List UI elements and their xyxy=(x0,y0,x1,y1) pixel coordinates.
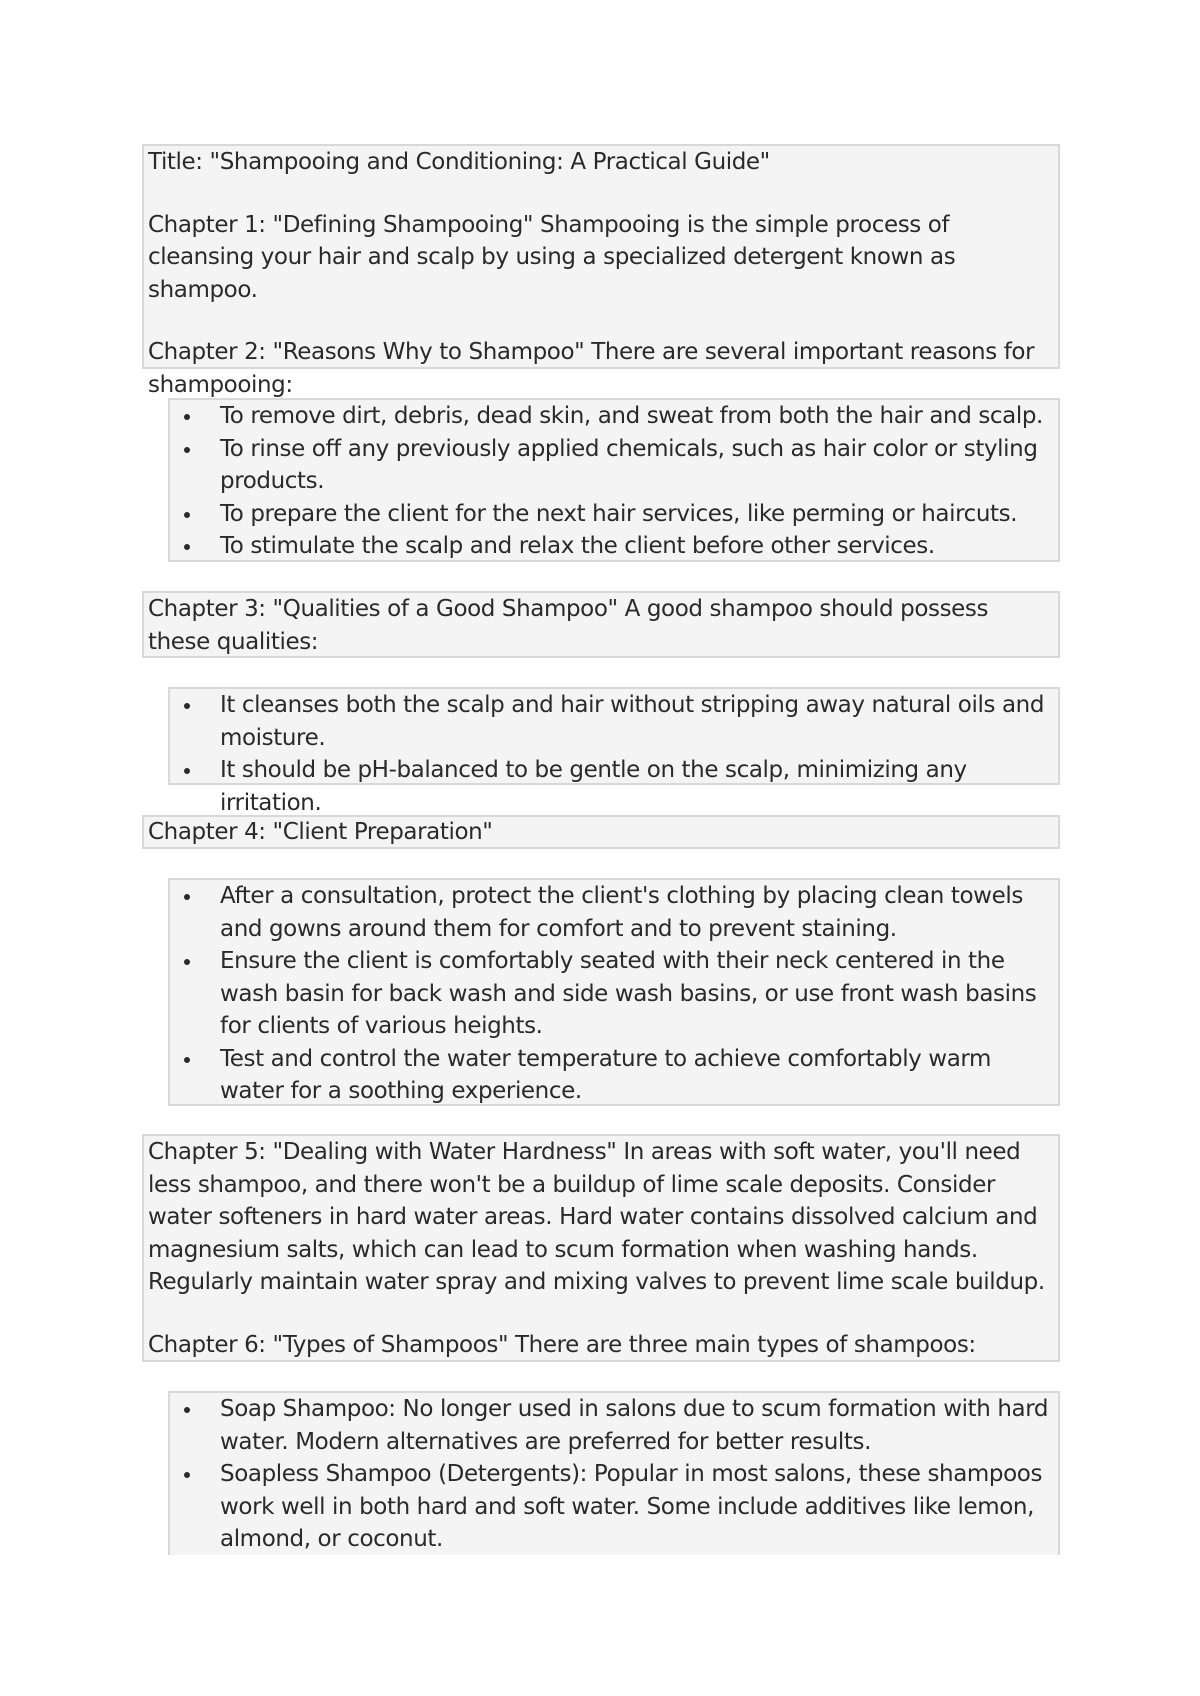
chapter-2-list xyxy=(168,398,1060,562)
chapter-4-list xyxy=(168,878,1060,1106)
chapter-4-text: Chapter 4: "Client Preparation" xyxy=(148,819,493,845)
chapter-3-text: Chapter 3: "Qualities of a Good Shampoo" A good shampoo should possess these qualities: xyxy=(148,596,989,655)
document-title: Title: "Shampooing and Conditioning: A Practical Guide" xyxy=(148,149,770,175)
list-item: It should be pH-balanced to be gentle on the scalp, minimizing any irritation. xyxy=(170,754,1050,819)
chapter-3-block xyxy=(142,591,1060,658)
chapter-5-text: Chapter 5: "Dealing with Water Hardness" In areas with soft water, you'll need less shampoo, and there won't be a buildup of lime scale deposits. Consider water softeners in hard water areas. Hard water contains dissolved calcium and magnesium salts, which can lead to scum formation when washing hands. Regularly maintain water spray and mixing valves to prevent lime scale buildup. xyxy=(148,1139,1045,1295)
list-item: To prepare the client for the next hair services, like perming or haircuts. xyxy=(170,498,1050,531)
list-item: To stimulate the scalp and relax the client before other services. xyxy=(170,530,1050,563)
list-item: Soapless Shampoo (Detergents): Popular in most salons, these shampoos work well in both hard and soft water. Some include additives like lemon, almond, or coconut. xyxy=(170,1458,1050,1555)
chapter-6-list xyxy=(168,1391,1060,1555)
list-item: To rinse off any previously applied chemicals, such as hair color or styling products. xyxy=(170,433,1050,498)
list-item: Ensure the client is comfortably seated with their neck centered in the wash basin for back wash and side wash basins, or use front wash basins for clients of various heights. xyxy=(170,945,1050,1043)
chapter-4-block xyxy=(142,815,1060,849)
list-item: It cleanses both the scalp and hair without stripping away natural oils and moisture. xyxy=(170,689,1050,754)
list-item: After a consultation, protect the client's clothing by placing clean towels and gowns around them for comfort and to prevent staining. xyxy=(170,880,1050,945)
chapter-1-text: Chapter 1: "Defining Shampooing" Shampooing is the simple process of cleansing your hair and scalp by using a specialized detergent known as shampoo. xyxy=(148,211,956,303)
chapter-2-text: Chapter 2: "Reasons Why to Shampoo" There are several important reasons for shampooing: xyxy=(148,339,1035,398)
chapter-3-list xyxy=(168,687,1060,816)
intro-block xyxy=(142,144,1060,398)
list-item: To remove dirt, debris, dead skin, and sweat from both the hair and scalp. xyxy=(170,400,1050,433)
chapter-5-6-block xyxy=(142,1134,1060,1362)
list-item: Test and control the water temperature to achieve comfortably warm water for a soothing experience. xyxy=(170,1043,1050,1108)
chapter-6-text: Chapter 6: "Types of Shampoos" There are three main types of shampoos: xyxy=(148,1331,976,1358)
list-item: Soap Shampoo: No longer used in salons due to scum formation with hard water. Modern alternatives are preferred for better results. xyxy=(170,1393,1050,1458)
